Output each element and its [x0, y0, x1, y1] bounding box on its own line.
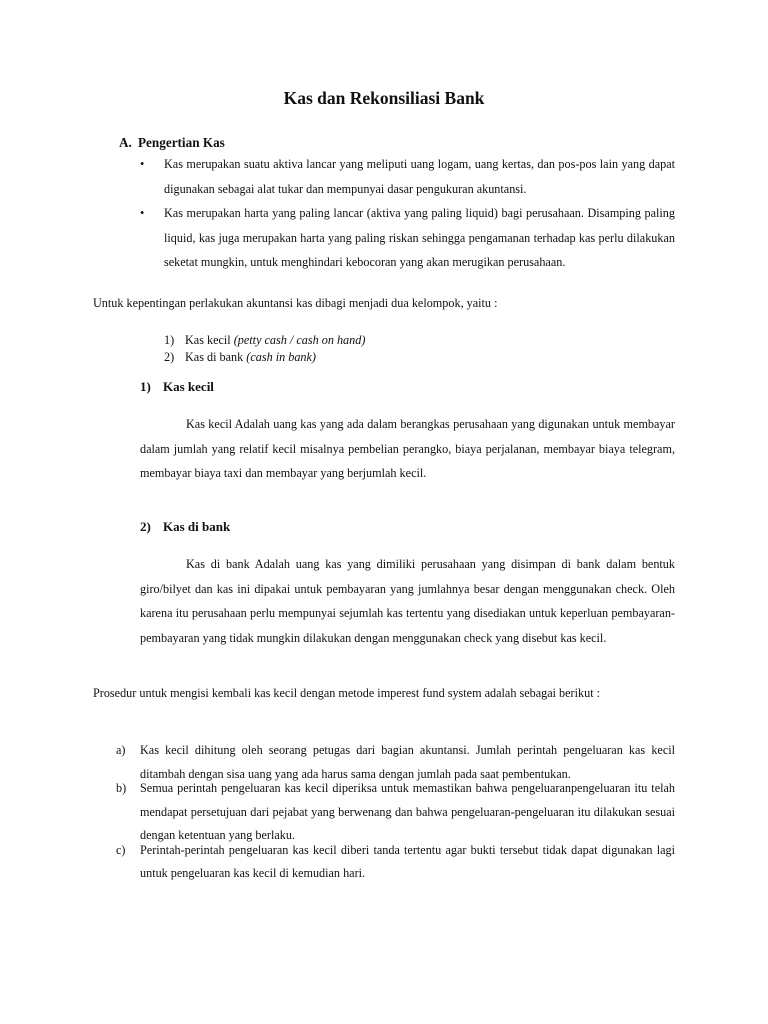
section-a-heading [119, 135, 225, 151]
cash-types-list [164, 332, 365, 365]
item-note: (cash in bank) [246, 349, 316, 364]
step-text: Semua perintah pengeluaran kas kecil diperiksa untuk memastikan bahwa pengeluaranpengeluaran itu telah mendapat persetujuan dari pejabat yang berwenang dan bahwa pengeluaran-pengeluaran itu dilakukan sesuai dengan ketentuan yang berlaku. [140, 781, 675, 842]
section-a-number: A. [119, 135, 132, 150]
step-text: Perintah-perintah pengeluaran kas kecil diberi tanda tertentu agar bukti tersebut tidak dapat digunakan lagi untuk pengeluaran kas kecil di kemudian hari. [140, 842, 675, 880]
kas-kecil-heading [140, 379, 214, 395]
step-number: a) [116, 743, 126, 757]
definition-bullet-list [140, 152, 675, 275]
bullet-text: Kas merupakan suatu aktiva lancar yang meliputi uang logam, uang kertas, dan pos-pos lain yang dapat digunakan sebagai alat tukar dan mempunyai dasar pengukuran akuntansi. [164, 157, 675, 196]
procedure-intro-paragraph: Prosedur untuk mengisi kembali kas kecil dengan metode imperest fund system adalah sebagai berikut : [93, 686, 601, 700]
list-item [164, 332, 365, 349]
item-note: (petty cash / cash on hand) [233, 333, 366, 347]
kas-kecil-paragraph: Kas kecil Adalah uang kas yang ada dalam berangkas perusahaan yang digunakan untuk membayar dalam jumlah yang relatif kecil misalnya pembelian perangko, biaya perjalanan, membayar biaya telegram, membayar biaya taxi dan membayar yang berjumlah kecil. [140, 417, 675, 480]
bullet-icon: • [140, 157, 145, 171]
step-number: b) [116, 781, 127, 795]
list-item [140, 152, 675, 201]
item-number: 1) [164, 333, 175, 347]
list-item [164, 349, 365, 366]
procedure-steps-list [116, 739, 675, 886]
list-item [140, 201, 675, 275]
step-text: Kas kecil dihitung oleh seorang petugas dari bagian akuntansi. Jumlah perintah pengeluaran kas kecil ditambah dengan sisa uang yang ada harus sama dengan jumlah pada saat pembentukan. [140, 743, 675, 781]
item-label: Kas di bank [185, 349, 244, 364]
intro-paragraph: Untuk kepentingan perlakukan akuntansi kas dibagi menjadi dua kelompok, yaitu : [93, 296, 498, 310]
heading-text: Kas kecil [163, 379, 214, 394]
document-title: Kas dan Rekonsiliasi Bank [283, 88, 485, 108]
item-number: 2) [164, 349, 175, 364]
bullet-text: Kas merupakan harta yang paling lancar (aktiva yang paling liquid) bagi perusahaan. Disamping paling liquid, kas juga merupakan harta yang paling riskan sehingga pengamanan terhadap kas perlu dilakukan seketat mungkin, untuk menghindari kebocoran yang akan merugikan perusahaan. [164, 206, 675, 269]
heading-text: Kas di bank [163, 519, 231, 534]
kas-di-bank-heading [140, 519, 230, 535]
bullet-icon: • [140, 206, 145, 220]
item-label: Kas kecil [185, 333, 231, 347]
section-a-title: Pengertian Kas [138, 135, 225, 150]
heading-number: 2) [140, 519, 151, 534]
heading-number: 1) [140, 379, 151, 394]
list-item [116, 777, 675, 848]
list-item [116, 839, 675, 886]
kas-di-bank-paragraph: Kas di bank Adalah uang kas yang dimiliki perusahaan yang disimpan di bank dalam bentuk giro/bilyet dan kas ini dipakai untuk pembayaran yang jumlahnya besar dengan menggunakan check. Oleh karena itu perusahaan perlu mempunyai sejumlah kas tertentu yang disediakan untuk keperluan pembayaran-pembayaran yang tidak mungkin dilakukan dengan menggunakan check yang disebut kas kecil. [140, 557, 675, 645]
step-number: c) [116, 842, 126, 857]
